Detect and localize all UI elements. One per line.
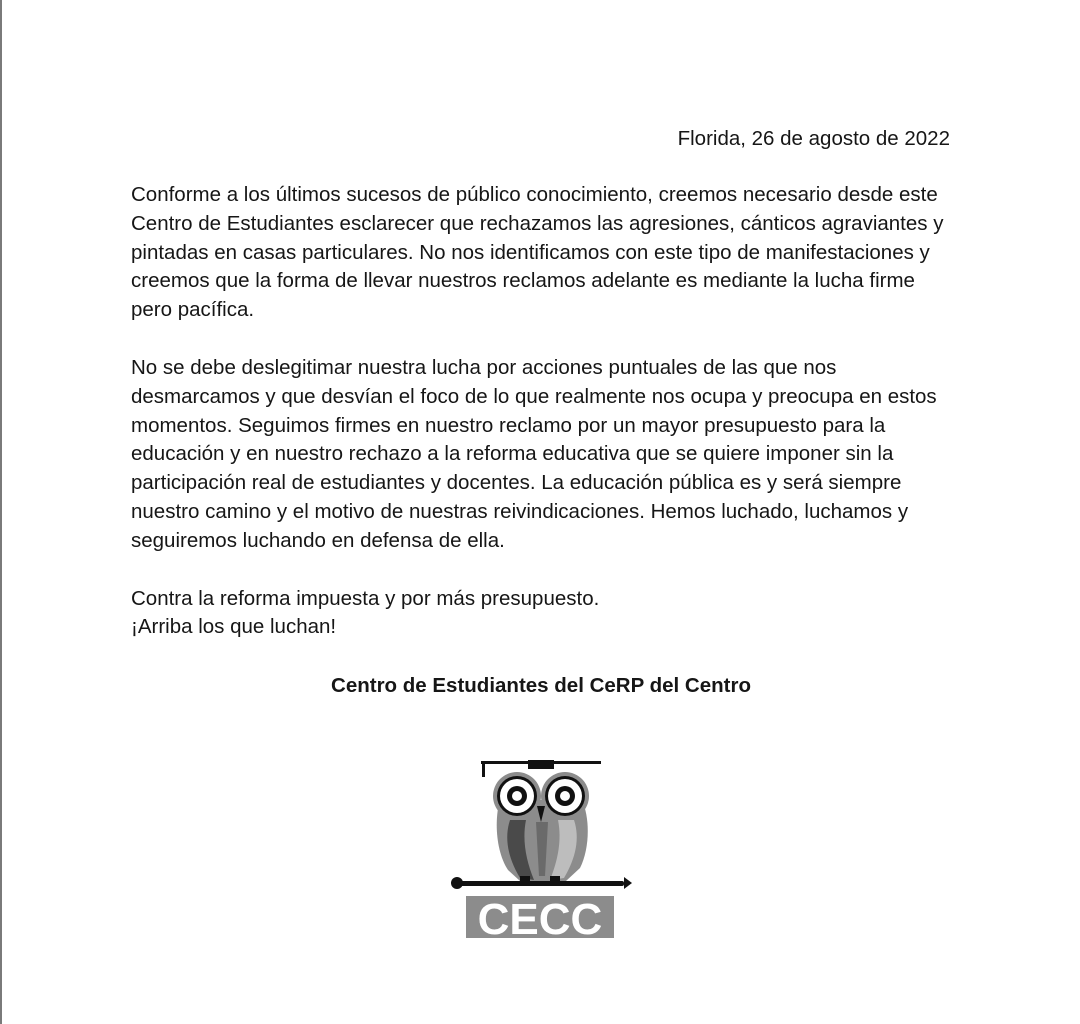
- paragraph-1: Conforme a los últimos sucesos de público conocimiento, creemos necesario desde este Centro de Estudiantes esclarecer que rechazamos las agresiones, cánticos agraviantes y pintadas en casas particulares. No nos identificamos con este tipo de manifestaciones y creemos que la forma de llevar nuestros reclamos adelante es mediante la lucha firme pero pacífica.: [131, 183, 944, 322]
- owl-graduation-cap-logo-icon: [448, 756, 638, 942]
- letter-date: Florida, 26 de agosto de 2022: [677, 127, 950, 150]
- cecc-logo: [448, 756, 638, 942]
- signature: Centro de Estudiantes del CeRP del Centro: [331, 674, 751, 697]
- page-left-edge: [0, 0, 2, 1024]
- closing-line-1: Contra la reforma impuesta y por más presupuesto.: [131, 586, 600, 610]
- closing-lines: [131, 585, 961, 643]
- logo-text: CECC: [477, 895, 603, 942]
- letter-body: [131, 181, 961, 642]
- closing-line-2: ¡Arriba los que luchan!: [131, 615, 337, 639]
- paragraph-2: No se debe deslegitimar nuestra lucha por acciones puntuales de las que nos desmarcamos y que desvían el foco de lo que realmente nos ocupa y preocupa en estos momentos. Seguimos firmes en nuestro reclamo por un mayor presupuesto para la educación y en nuestro rechazo a la reforma educativa que se quiere imponer sin la participación real de estudiantes y docentes. La educación pública es y será siempre nuestro camino y el motivo de nuestras reivindicaciones. Hemos luchado, luchamos y seguiremos luchando en defensa de ella.: [131, 355, 937, 552]
